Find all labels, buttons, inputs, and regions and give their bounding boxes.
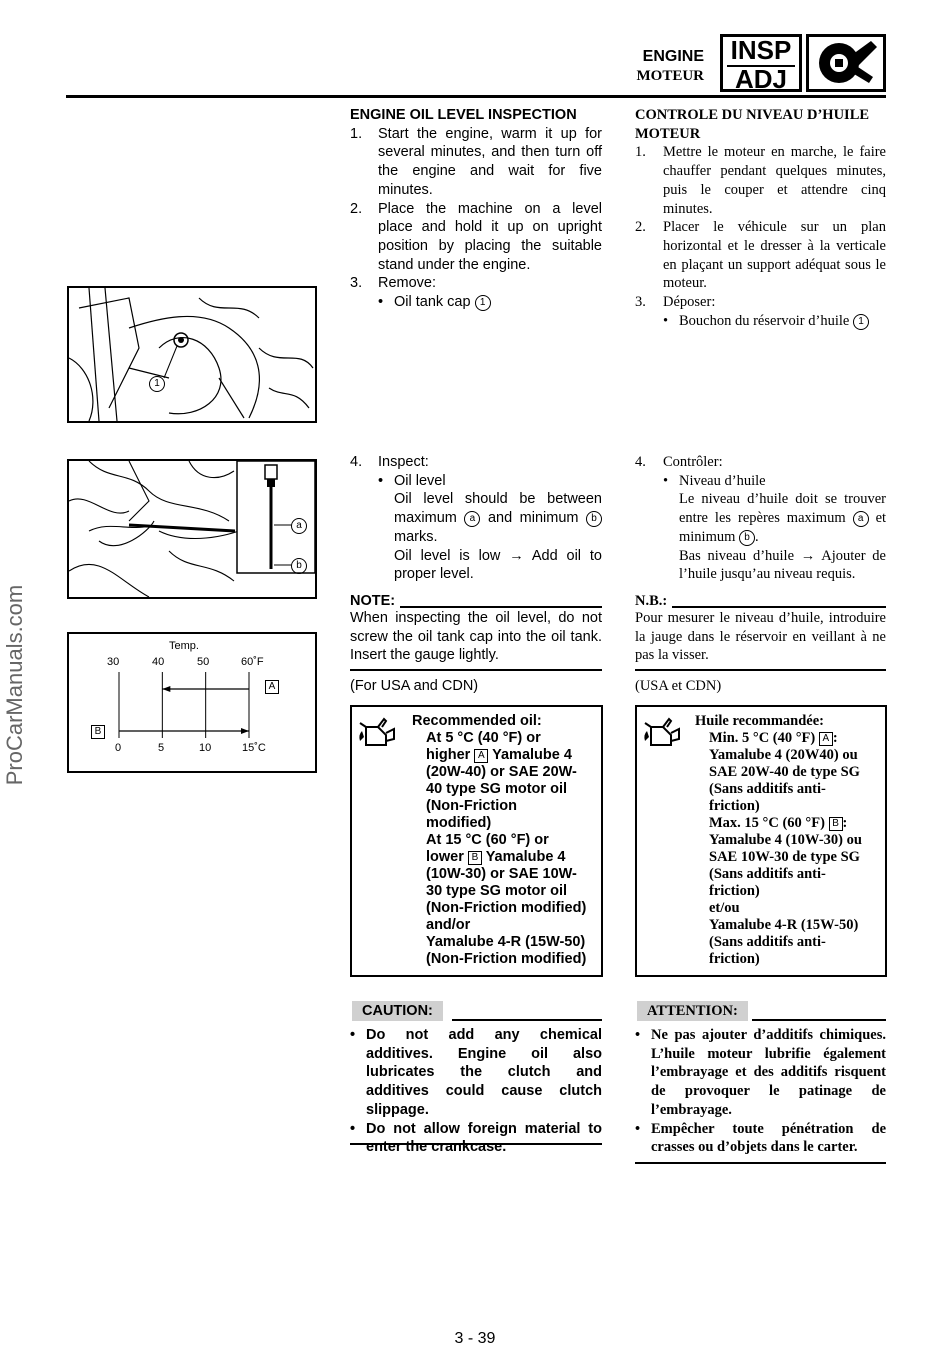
- en-caution-rule: [452, 1019, 602, 1021]
- figure-oil-gauge: [67, 459, 317, 599]
- en-caution-list: • Do not add any chemical additives. Engine oil also lubricates the clutch and additives could cause clutch slippage. • Do not allow foreign material to enter the crankcase.: [350, 1027, 602, 1156]
- chart-label-b: B: [91, 725, 105, 739]
- en-note-label: NOTE:: [350, 593, 396, 609]
- en-note-rule: [400, 606, 602, 608]
- chart-arrow-B: [241, 728, 249, 734]
- fr-step3: Déposer:: [663, 294, 716, 311]
- chart-c-0: 0: [115, 742, 122, 754]
- chart-title: Temp.: [169, 640, 199, 652]
- en-step3: Remove:: [378, 275, 437, 292]
- fr-caution-list: • Ne pas ajouter d’additifs chimiques. L’huile moteur lubrifie également l’embrayage et des additifs risquent de provoquer le patinage de l’embrayage. • Empêcher toute pénétration de crasses ou d’objets dans le carter.: [635, 1027, 886, 1156]
- temperature-chart: [67, 632, 317, 773]
- wrench-inspect-icon: [806, 34, 886, 92]
- chart-c-15: 15˚C: [242, 742, 266, 754]
- chart-f-30: 30: [107, 656, 120, 668]
- chart-f-40: 40: [152, 656, 165, 668]
- fig1-ref-1: 1: [149, 376, 165, 392]
- fr-step4: Contrôler:: [663, 454, 723, 470]
- header-rule: [66, 95, 886, 98]
- fr-caution-rule: [752, 1019, 886, 1021]
- en-step2: Place the machine on a level place and hold it up on upright position by placing the suitable stand under the engine.: [378, 200, 602, 273]
- en-step4-item: Oil level: [394, 472, 446, 489]
- fr-ref-1: 1: [853, 314, 869, 330]
- fig2-ref-b: b: [291, 558, 307, 574]
- en-column-step4: 4. Inspect: • Oil level Oil level should be between maximum a and minimum b marks. Oil level is low → Add oil to proper level.: [350, 454, 602, 583]
- header-engine: ENGINE: [642, 48, 704, 65]
- fr-region: (USA et CDN): [635, 678, 722, 694]
- page-number: 3 - 39: [454, 1330, 496, 1347]
- en-step4-p1: Oil level should be between maximum a and minimum b marks.: [394, 491, 602, 545]
- en-title: ENGINE OIL LEVEL INSPECTION: [350, 107, 577, 123]
- en-oil-ref-a: A: [474, 749, 488, 763]
- en-oil-ref-b: B: [468, 851, 482, 865]
- chart-f-50: 50: [197, 656, 210, 668]
- fr-note-label: N.B.:: [635, 593, 668, 609]
- fr-oil-ref-b: B: [829, 817, 843, 831]
- en-caution-label: CAUTION:: [352, 1001, 443, 1021]
- en-ref-1: 1: [475, 295, 491, 311]
- chart-f-60: 60˚F: [241, 656, 264, 668]
- en-note-text: When inspecting the oil level, do not screw the oil tank cap into the oil tank. Insert the gauge lightly.: [350, 610, 602, 664]
- watermark: ProCarManuals.com: [2, 584, 27, 786]
- fr-step4-num: 4.: [635, 454, 646, 470]
- chart-label-a: A: [265, 680, 279, 694]
- fr-note-end-rule: [635, 669, 886, 671]
- fr-title-2: MOTEUR: [635, 125, 701, 142]
- oil-can-icon: [641, 713, 681, 749]
- fr-ref-b: b: [739, 530, 755, 546]
- fr-column: CONTROLE DU NIVEAU D’HUILE MOTEUR 1. Mettre le moteur en marche, le faire chauffer pendant quelques minutes, puis le couper et attendre cinq minutes. 2. Placer le véhicule sur un plan horizontal et le dresser à la verticale en plaçant un support adéquat sous le moteur. 3. Déposer: • Bouchon du réservoir d’huile 1: [635, 107, 886, 329]
- chart-c-10: 10: [199, 742, 212, 754]
- temperature-chart-svg: [69, 634, 315, 771]
- fr-title-1: CONTROLE DU NIVEAU D’HUILE: [635, 107, 870, 123]
- en-ref-b: b: [586, 511, 602, 527]
- chart-arrow-A: [162, 686, 170, 692]
- fr-caution-1: Ne pas ajouter d’additifs chimiques. L’huile moteur lubrifie également l’embrayage et des additifs risquent de provoquer le patinage de l’embrayage.: [651, 1027, 886, 1118]
- fr-caution-end-rule: [635, 1162, 886, 1164]
- en-caution-1: Do not add any chemical additives. Engine oil also lubricates the clutch and additives could cause clutch slippage.: [366, 1027, 602, 1118]
- fr-caution-2: Empêcher toute pénétration de crasses ou d’objets dans le carter.: [651, 1120, 886, 1156]
- fr-note-text: Pour mesurer le niveau d’huile, introduire la jauge dans le réservoir en veillant à ne pas la visser.: [635, 610, 886, 664]
- fr-column-step4: 4. Contrôler: • Niveau d’huile Le niveau d’huile doit se trouver entre les repères maximum a et minimum b . Bas niveau d’huile → Ajouter de l’huile jusqu’au niveau requis.: [635, 454, 887, 583]
- fr-step3-item: Bouchon du réservoir d’huile: [679, 312, 850, 329]
- fr-ref-a: a: [853, 511, 869, 527]
- header-insp-adj-box: [720, 34, 802, 92]
- en-step1-num: 1.: [350, 125, 363, 142]
- en-step4: Inspect:: [378, 454, 429, 470]
- figure-oil-tank-cap: [67, 286, 317, 423]
- fr-caution-label: ATTENTION:: [637, 1001, 748, 1021]
- fr-step4-item: Niveau d’huile: [679, 472, 766, 489]
- header-insp: INSP: [730, 35, 792, 65]
- en-column: ENGINE OIL LEVEL INSPECTION 1. Start the engine, warm it up for several minutes, and then turn off the engine and wait for five minutes. 2. Place the machine on a level place and hold it up on upright position by placing the suitable stand under the engine. 3. Remove: • Oil tank cap 1: [350, 107, 602, 311]
- en-oil-title: Recommended oil:: [412, 713, 542, 729]
- en-caution-2: Do not allow foreign material to enter the crankcase.: [366, 1120, 602, 1156]
- en-note-end-rule: [350, 669, 602, 671]
- en-ref-a: a: [464, 511, 480, 527]
- en-caution-end-rule: [350, 1143, 602, 1145]
- fr-note-rule: [672, 606, 886, 608]
- header-moteur: MOTEUR: [636, 68, 704, 84]
- header-adj: ADJ: [734, 64, 787, 94]
- en-step3-item: Oil tank cap: [394, 294, 471, 311]
- en-recommended-oil-box: Recommended oil: At 5 °C (40 °F) or higher A Yamalube 4 (20W-40) or SAE 20W- 40 type SG motor oil (Non-Friction modified) At 15 °C (60 °F) or lower B Yamalube 4 (10W-30) or SAE 10W- 30 type SG motor oil (Non-Friction modified) and/or Yamalube 4-R (15W-50) (Non-Friction modified): [350, 705, 603, 977]
- fr-step3-num: 3.: [635, 294, 646, 311]
- fr-step2: Placer le véhicule sur un plan horizontal et le dresser à la verticale en plaçant un support adéquat sous le moteur.: [663, 219, 886, 292]
- fr-step4-p1: Le niveau d’huile doit se trouver entre les repères maximum a et minimum b .: [679, 491, 887, 545]
- chart-c-5: 5: [158, 742, 165, 754]
- fig2-ref-a: a: [291, 518, 307, 534]
- fr-step2-num: 2.: [635, 219, 646, 236]
- en-step4-num: 4.: [350, 454, 363, 470]
- en-step3-num: 3.: [350, 275, 363, 292]
- en-region: (For USA and CDN): [350, 678, 479, 694]
- en-step2-num: 2.: [350, 200, 363, 217]
- oil-can-icon: [356, 713, 396, 749]
- fr-step1-num: 1.: [635, 144, 646, 161]
- fr-step4-p2: Bas niveau d’huile → Ajouter de l’huile jusqu’au niveau requis.: [679, 547, 886, 583]
- fr-recommended-oil-box: Huile recommandée: Min. 5 °C (40 °F) A : Yamalube 4 (20W40) ou SAE 20W-40 de type SG (Sans additifs anti- friction) Max. 15 °C (60 °F) B : Yamalube 4 (10W-30) ou SAE 10W-30 de type SG (Sans additifs anti- friction) et/ou Yamalube 4-R (15W-50) (Sans additifs anti- friction): [635, 705, 887, 977]
- fr-oil-ref-a: A: [819, 732, 833, 746]
- en-step1: Start the engine, warm it up for several minutes, and then turn off the engine and wait for five minutes.: [378, 125, 602, 198]
- fr-oil-title: Huile recommandée:: [695, 713, 824, 729]
- en-step4-p2: Oil level is low → Add oil to proper level.: [394, 547, 602, 583]
- fr-step1: Mettre le moteur en marche, le faire chauffer pendant quelques minutes, puis le couper et attendre cinq minutes.: [663, 144, 886, 217]
